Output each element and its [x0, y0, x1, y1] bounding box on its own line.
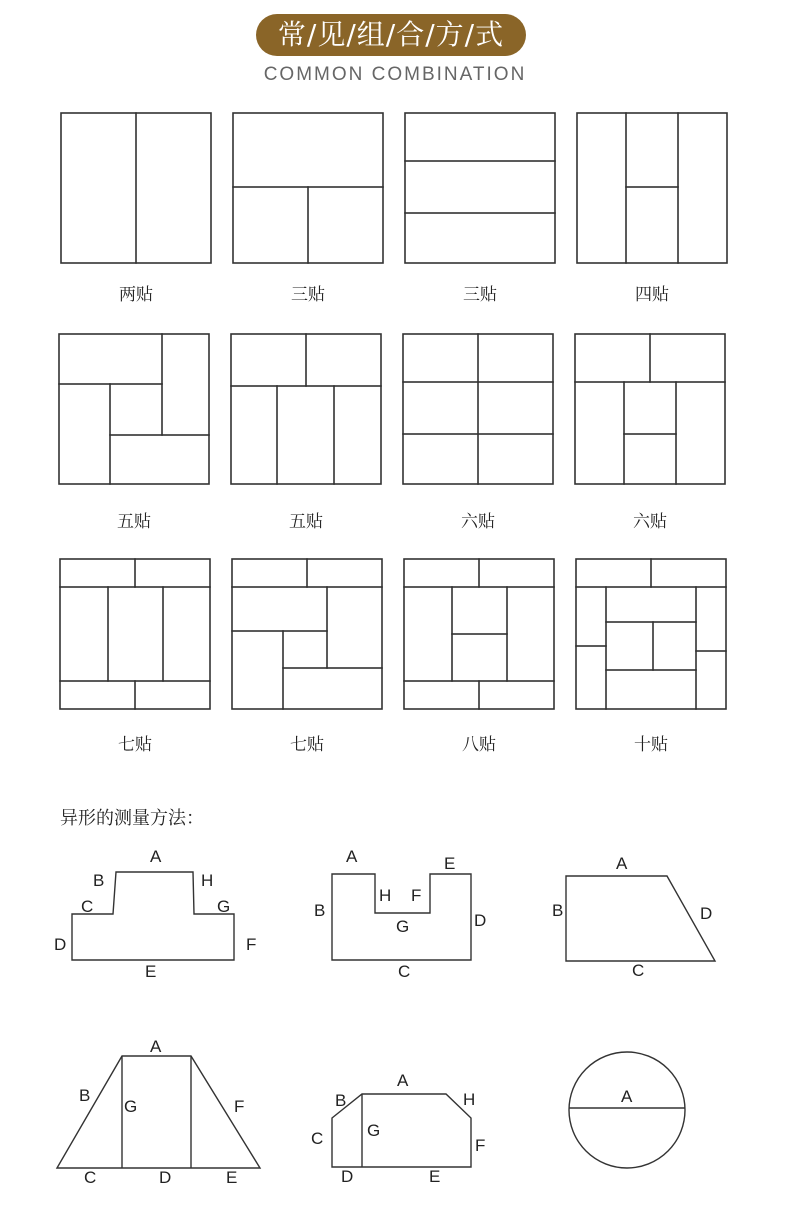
combo-label: 八贴: [462, 735, 496, 755]
stepped-shape-diagram: [54, 847, 256, 981]
dim-letter: B: [335, 1091, 347, 1110]
dim-letter: A: [616, 854, 628, 873]
dim-letter: G: [124, 1097, 138, 1116]
combo-label: 六贴: [633, 512, 667, 532]
combo-label: 五贴: [117, 512, 151, 532]
combo-label: 三贴: [291, 285, 325, 305]
dim-letter: F: [475, 1136, 486, 1155]
combo-label: 六贴: [461, 512, 495, 532]
dim-letter: E: [429, 1167, 441, 1186]
dim-letter: D: [54, 935, 67, 954]
dim-letter: C: [84, 1168, 97, 1187]
circle-diagram: [569, 1052, 685, 1168]
section-title-pill: 常/见/组/合/方/式: [256, 14, 526, 56]
measurement-title: 异形的测量方法：: [60, 808, 204, 829]
dim-letter: A: [621, 1087, 633, 1106]
dim-letter: E: [444, 854, 456, 873]
dim-letter: B: [552, 901, 564, 920]
dim-letter: A: [397, 1071, 409, 1090]
u-shape-diagram: [314, 847, 486, 981]
dim-letter: A: [150, 847, 162, 866]
right-trapezoid-diagram: [552, 854, 715, 980]
dim-letter: E: [226, 1168, 238, 1187]
dim-letter: G: [367, 1121, 381, 1140]
dim-letter: C: [398, 962, 411, 981]
dim-letter: H: [379, 886, 392, 905]
combo-label: 四贴: [635, 285, 669, 305]
dim-letter: G: [217, 897, 231, 916]
dim-letter: F: [246, 935, 257, 954]
combo-label: 两贴: [119, 285, 153, 305]
dim-letter: A: [346, 847, 358, 866]
combo-label: 十贴: [634, 735, 668, 755]
dim-letter: C: [81, 897, 94, 916]
dim-letter: B: [79, 1086, 91, 1105]
dim-letter: F: [234, 1097, 245, 1116]
trapezoid-diagram: [57, 1037, 260, 1187]
combo-label: 七贴: [118, 735, 152, 755]
dim-letter: G: [396, 917, 410, 936]
dim-letter: D: [474, 911, 487, 930]
dim-letter: D: [700, 904, 713, 923]
combo-label: 七贴: [290, 735, 324, 755]
dim-letter: D: [159, 1168, 172, 1187]
dim-letter: F: [411, 886, 422, 905]
dim-letter: D: [341, 1167, 354, 1186]
dim-letter: H: [201, 871, 214, 890]
dim-letter: B: [314, 901, 326, 920]
dim-letter: B: [93, 871, 105, 890]
dim-letter: H: [463, 1090, 476, 1109]
chamfered-shape-diagram: [311, 1071, 485, 1186]
combo-label: 三贴: [463, 285, 497, 305]
combo-label: 五贴: [289, 512, 323, 532]
dim-letter: C: [311, 1129, 324, 1148]
section-subtitle: COMMON COMBINATION: [263, 64, 527, 85]
dim-letter: A: [150, 1037, 162, 1056]
dim-letter: C: [632, 961, 645, 980]
dim-letter: E: [145, 962, 157, 981]
